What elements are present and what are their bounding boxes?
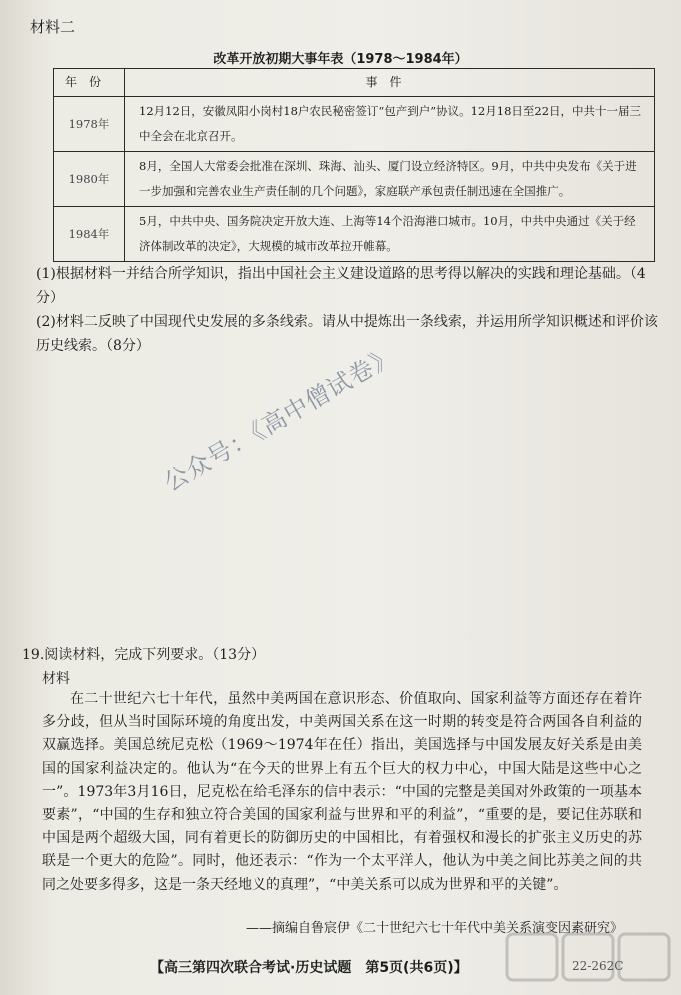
material-passage: 在二十世纪六七十年代，虽然中美两国在意识形态、价值取向、国家利益等方面还存在着许多分歧，但从当时国际环境的角度出发，中美两国关系在这一时期的转变是符合两国各自利益的双赢选择。美国总统尼克松（1969～1974年在任）指出，美国选择与中国发展友好关系是由美国的国家利益决定的。他认为“在今天的世界上有五个巨大的权力中心，中国大陆是这些中心之一”。1973年3月16日，尼克松在给毛泽东的信中表示：“中国的完整是美国对外政策的一项基本要素”，“中国的生存和独立符合美国的国家利益与世界和平的利益”，“重要的是，要记住苏联和中国是两个超级大国，同有着更长的防御历史的中国相比，有着强权和漫长的扩张主义历史的苏联是一个更大的危险”。同时，他还表示：“作为一个太平洋人，他认为中美之间比苏美之间的共同之处要多得多，这是一条天经地义的真理”，“中美关系可以成为世界和平的关键”。 [42, 691, 642, 893]
table-header-row [54, 69, 655, 97]
row-event: 12月12日，安徽凤阳小岗村18户农民秘密签订“包产到户”协议。12月18日至22日，中共十一届三中全会在北京召开。 [125, 97, 655, 152]
watermark-logo-icon [505, 928, 675, 988]
row-year: 1984年 [54, 207, 125, 262]
question-19-header: 19.阅读材料，完成下列要求。（13分） [22, 647, 266, 663]
header-year: 年份 [54, 69, 125, 97]
row-year: 1978年 [54, 97, 125, 152]
question-2: (2)材料二反映了中国现代史发展的多条线索。请从中提炼出一条线索，并运用所学知识概述和评价该历史线索。（8分） [36, 314, 658, 354]
row-event: 5月，中共中央、国务院决定开放大连、上海等14个沿海港口城市。10月，中共中央通过《关于经济体制改革的决定》，大规模的城市改革拉开帷幕。 [125, 207, 655, 262]
table-row [54, 152, 655, 207]
watermark: 公众号：《高中僧试卷》 [159, 341, 402, 497]
table-row [54, 97, 655, 152]
page-footer: 【高三第四次联合考试·历史试题 第5页(共6页)】 [150, 960, 468, 976]
header-event: 事件 [125, 69, 655, 97]
material-2-label: 材料二 [30, 18, 76, 36]
exam-code: 22-262C [572, 959, 624, 973]
material-label: 材料 [42, 671, 70, 687]
table-title: 改革开放初期大事年表（1978～1984年） [213, 52, 468, 67]
row-event: 8月，全国人大常委会批准在深圳、珠海、汕头、厦门设立经济特区。9月，中共中央发布《关于进一步加强和完善农业生产责任制的几个问题》，家庭联产承包责任制迅速在全国推广。 [125, 152, 655, 207]
table-row [54, 207, 655, 262]
source-citation: ——摘编自鲁宸伊《二十世纪六七十年代中美关系演变因素研究》 [246, 921, 624, 936]
question-1: (1)根据材料一并结合所学知识，指出中国社会主义建设道路的思考得以解决的实践和理论基础。（4分） [36, 266, 646, 306]
events-table [53, 68, 655, 262]
row-year: 1980年 [54, 152, 125, 207]
